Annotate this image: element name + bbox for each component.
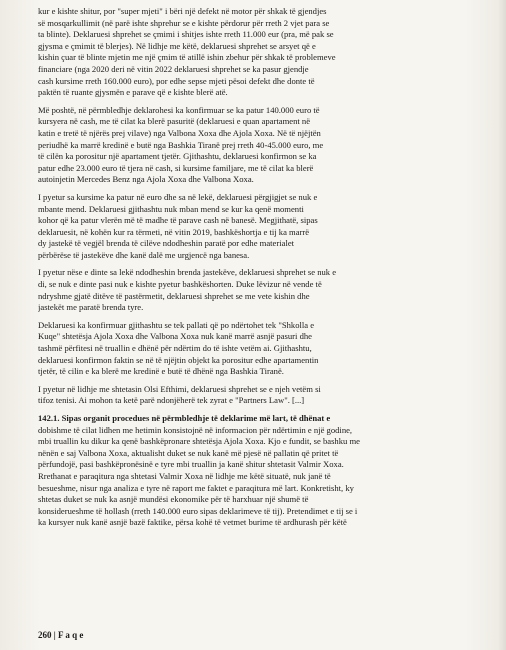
- text-line: Rrethanat e paraqitura nga shtetasi Valmir Xoxa në lidhje me këtë situatë, nuk janë të: [38, 470, 331, 481]
- text-line: besueshme, nisur nga analiza e tyre në raport me faktet e paraqitura më lart. Konkretisht, ky: [38, 482, 354, 493]
- text-line: I pyetur në lidhje me shtetasin Olsi Efthimi, deklaruesi shprehet se e njeh vetëm si: [38, 383, 321, 394]
- text-line: përbërëse të jastekëve dhe kanë dalë me urgjencë nga banesa.: [38, 249, 250, 260]
- text-line: cash kursime rreth 160.000 euro), por edhe sepse mjeti pësoi defekt dhe donte të: [38, 75, 315, 86]
- text-line: konsiderueshme të hollash (rreth 140.000 euro sipas deklarimeve të tij). Pretendimet e tij se i: [38, 505, 358, 516]
- text-line: kishin çuar të blinte mjetin me një çmim të atillë ishin zbehur për shkak të problemeve: [38, 52, 336, 63]
- text-line: tashmë përfitesi në truallin e dhënë për ndërtim do të ishte vetëm ai. Gjithashtu,: [38, 343, 312, 354]
- text-line: di, se nuk e dinte pasi nuk e kishte pyetur bashkëshorten. Duke lëvizur në vende të: [38, 279, 322, 290]
- text-line: ta blinte). Deklaruesi shprehet se çmimi i shitjes ishte rreth 11.000 eur (pra, më pak se: [38, 29, 334, 40]
- paragraph: [38, 320, 472, 378]
- text-line: Më poshtë, në përmbledhje deklarohesi ka konfirmuar se ka patur 140.000 euro të: [38, 104, 320, 115]
- text-line: mbante mend. Deklaruesi gjithashtu nuk mban mend se kur ka qenë momenti: [38, 203, 304, 214]
- text-line: kur e kishte shitur, por "super mjeti" i bëri një defekt në motor për shkak të gjendjes: [38, 6, 327, 16]
- scan-edge-shadow: [498, 0, 506, 650]
- text-line: Kuqe" shtetësja Ajola Xoxa dhe Valbona Xoxa nuk kanë marrë asnjë pasuri dhe: [38, 331, 312, 342]
- paragraph: [38, 267, 472, 313]
- page-number: 260 | F a q e: [38, 630, 84, 640]
- text-line: mbi truallin ku dikur ka qenë bashkëpronare shtetësja Ajola Xoxa. Kjo e fundit, se bashku me: [38, 436, 360, 447]
- paragraph: [38, 384, 472, 407]
- text-line: autoinjetin Mercedes Benz nga Ajola Xoxa dhe Valbona Xoxa.: [38, 174, 254, 185]
- page-footer: [38, 630, 83, 640]
- paragraph: [38, 105, 472, 186]
- text-line: deklaruesi konfirmon faktin se në të njëjtin objekt ka porositur edhe apartamentin: [38, 354, 319, 365]
- text-line: I pyetur nëse e dinte sa lekë ndodheshin brenda jastekëve, deklaruesi shprehet se nuk e: [38, 267, 337, 278]
- text-line: së mosqarkullimit (në parë ishte shprehur se e kishte përdorur për rreth 2 vjet para se: [38, 17, 330, 28]
- text-line: të cilën ka porositur një apartament tjetër. Gjithashtu, deklaruesi konfirmon se ka: [38, 151, 317, 162]
- text-line: patur edhe 23.000 euro të tjera në cash, si kursime familjare, me të cilat ka blerë: [38, 162, 314, 173]
- text-line: I pyetur sa kursime ka patur në euro dhe sa në lekë, deklaruesi përgjigjet se nuk e: [38, 191, 318, 202]
- text-line: ndryshme gjatë ditëve të pastërmetit, deklaruesi shprehet se me vete kishin dhe: [38, 290, 310, 301]
- text-line: deklaruesit, në kohën kur ra tërmeti, në vitin 2019, bashkëshortja e tij ka marrë: [38, 226, 310, 237]
- text-line: kohor që ka patur vlerën më të madhe të parave cash në banesë. Megjithatë, sipas: [38, 215, 318, 226]
- paragraph: [38, 6, 472, 99]
- text-line: kursyera në cash, me të cilat ka blerë pasuritë (deklaruesi e quan apartament në: [38, 116, 311, 127]
- paragraph: [38, 413, 472, 529]
- text-line: 142.1. Sipas organit procedues në përmbledhje të deklarime më lart, të dhënat e: [38, 413, 331, 423]
- text-line: përfundojë, pasi bashkëpronësinë e tyre mbi truallin ja kanë shitur shtetasit Valmir Xoxa.: [38, 459, 344, 470]
- text-line: jastekët me paratë brenda tyre.: [38, 302, 144, 313]
- text-line: paktën të ruante gjysmën e parave që e kishte blerë atë.: [38, 87, 228, 98]
- paragraph: [38, 192, 472, 262]
- text-line: Deklaruesi ka konfirmuar gjithashtu se tek pallati që po ndërtohet tek "Shkolla e: [38, 319, 315, 330]
- text-line: nënën e saj Valbona Xoxa, aktualisht duket se nuk kanë më pjesë në pallatin që pritet të: [38, 447, 339, 458]
- text-line: dobishme të cilat lidhen me hetimin konsistojnë në informacion për ndërtimin e një godine,: [38, 424, 353, 435]
- text-body: [38, 6, 472, 529]
- text-line: katin e tretë të njërës prej vilave) nga Valbona Xoxa dhe Ajola Xoxa. Në të njëjtën: [38, 127, 321, 138]
- text-line: shtetas duket se nuk ka asnjë mundësi ekonomike për të harxhuar një shumë të: [38, 494, 309, 505]
- text-line: tjetër, të cilin e ka blerë me kredinë e butë të dhënë nga Bashkia Tiranë.: [38, 366, 284, 377]
- text-line: gjysma e çmimit të blerjes). Në lidhje me këtë, deklaruesi shprehet se arsyet që e: [38, 40, 316, 51]
- text-line: periudhë ka marrë kredinë e butë nga Bashkia Tiranë prej rreth 40-45.000 euro, me: [38, 139, 324, 150]
- text-line: tifoz tenisi. Ai mohon ta ketë parë ndonjëherë tek zyrat e "Partners Law". [...]: [38, 395, 305, 406]
- text-line: dy jastekë të vegjël brenda të cilëve ndodheshin paratë por edhe materialet: [38, 238, 295, 249]
- text-line: ka kursyer nuk kanë asnjë bazë faktike, përsa kohë të vetmet burime të ardhurash për këtë: [38, 517, 347, 528]
- text-line: financiare (nga 2020 deri në vitin 2022 deklaruesi shprehet se ka pasur gjendje: [38, 63, 309, 74]
